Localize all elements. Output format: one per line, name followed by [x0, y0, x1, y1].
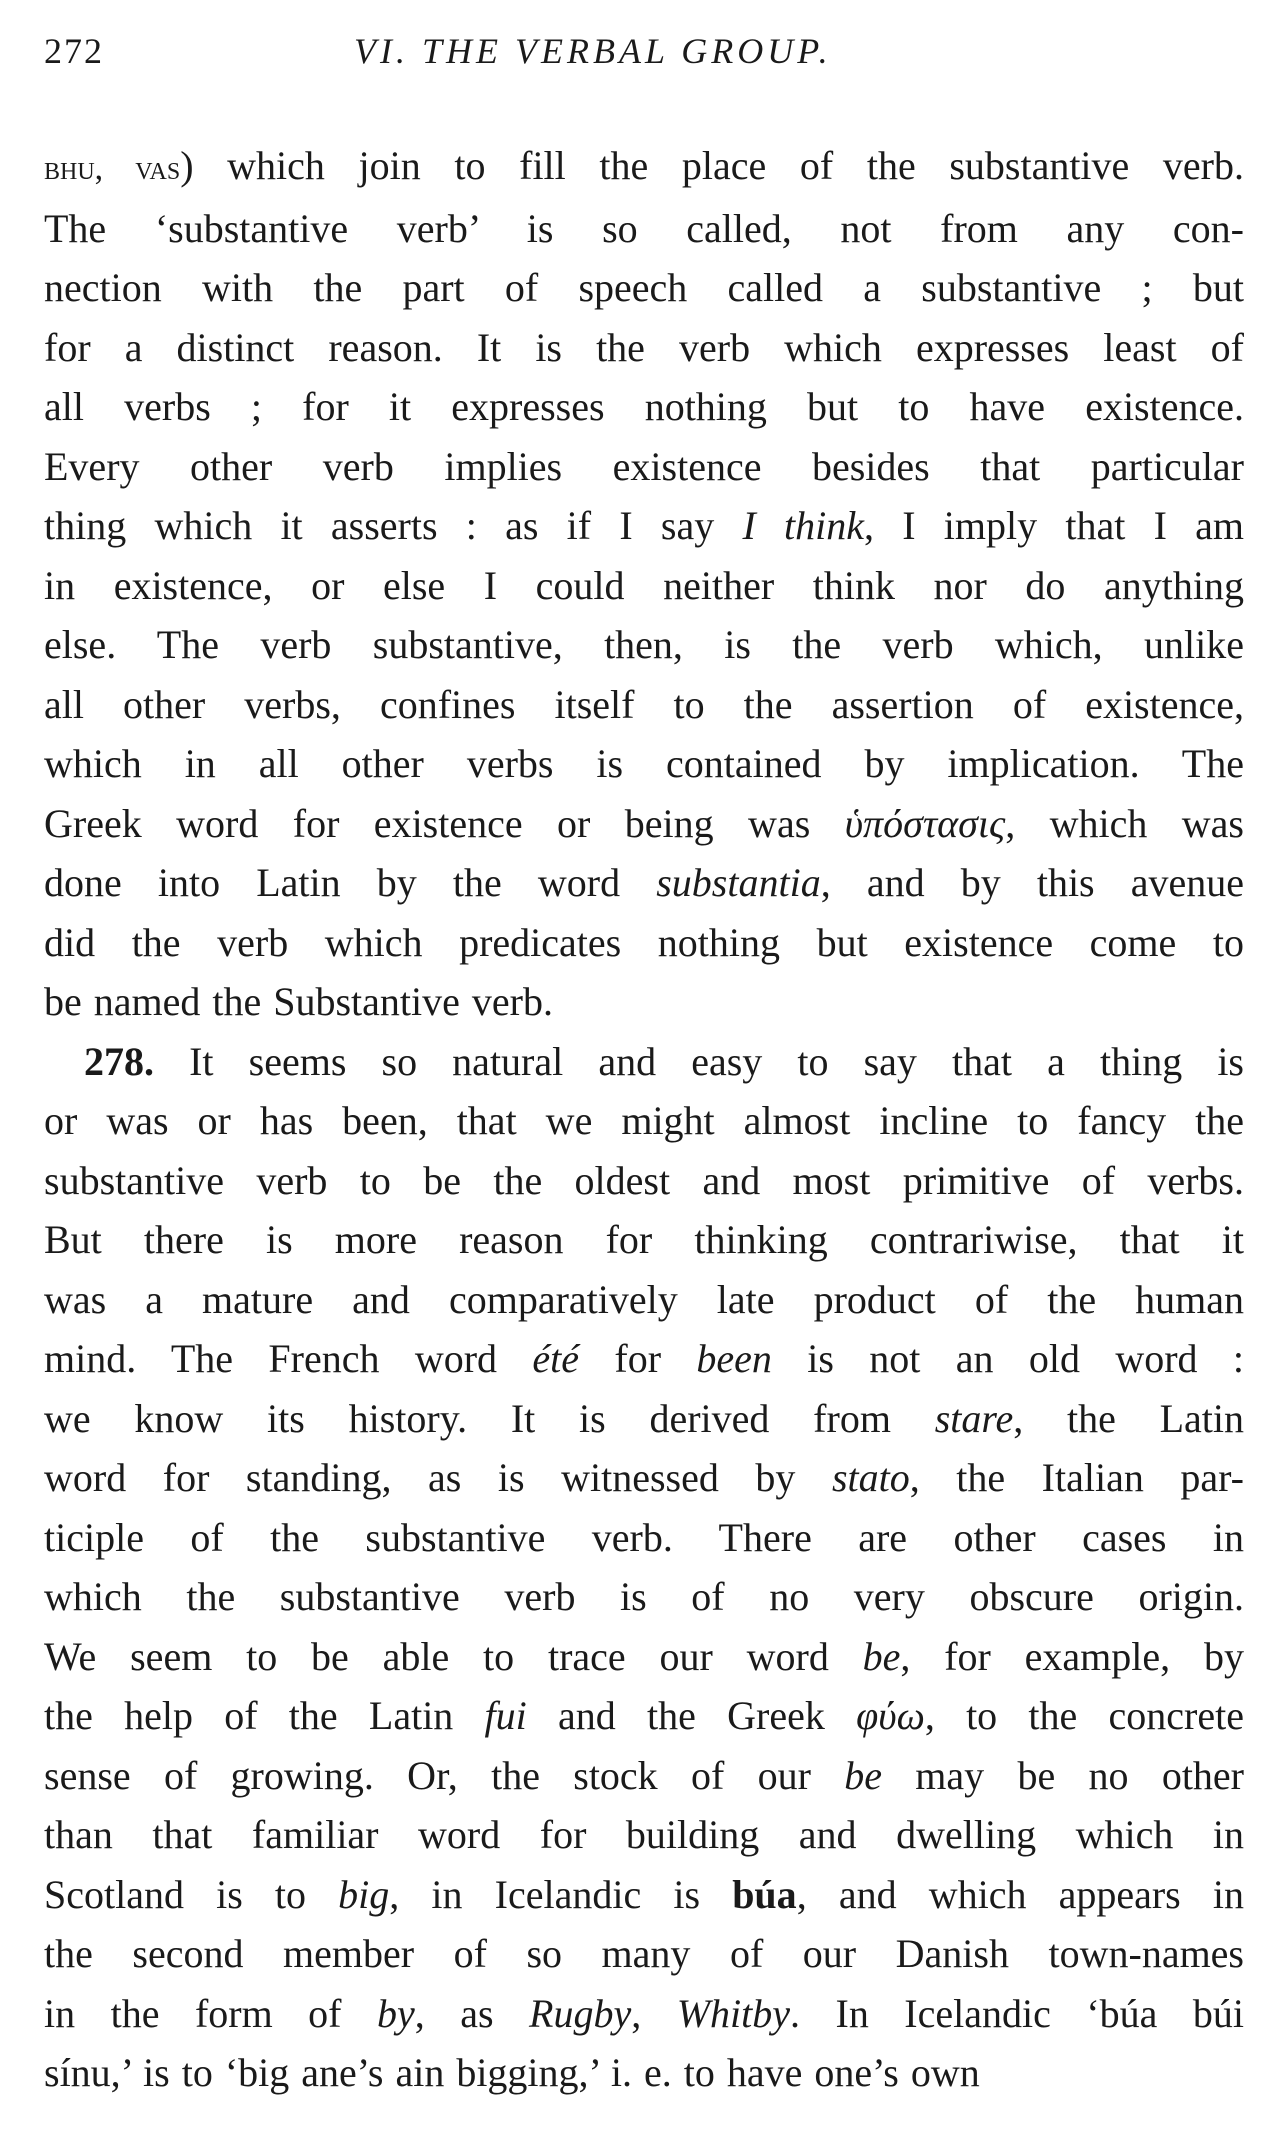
text-line	[44, 1448, 1244, 1508]
text-line	[44, 377, 1244, 437]
text-line	[44, 1805, 1244, 1865]
text-line	[44, 734, 1244, 794]
text-line	[44, 1567, 1244, 1627]
text-line	[44, 1984, 1244, 2044]
text-run: , as	[414, 1990, 530, 2036]
italic-text: be	[862, 1633, 901, 1679]
small-caps-text: bhu, vas	[44, 150, 181, 187]
text-run: may be no other	[882, 1752, 1244, 1798]
text-line	[44, 437, 1244, 497]
text-run: in existence, or else I could neither think nor do anything	[44, 562, 1244, 608]
text-run: which the substantive verb is of no very obscure origin.	[44, 1574, 1244, 1619]
text-line	[44, 1329, 1244, 1389]
text-run: Scotland is to	[44, 1871, 339, 1917]
text-run: else. The verb substantive, then, is the verb which, unlike	[44, 622, 1244, 667]
text-line	[44, 913, 1244, 973]
text-run: the help of the Latin	[44, 1693, 485, 1738]
text-line	[44, 199, 1244, 259]
text-run: in the form of	[44, 1990, 377, 2036]
text-run: the second member of so many of our Danish town-names	[44, 1931, 1244, 1976]
text-run: Every other verb implies existence besides that particular	[44, 443, 1244, 489]
italic-text: I think	[742, 503, 865, 548]
italic-text: stato	[831, 1455, 910, 1500]
text-line	[44, 972, 1244, 1032]
text-run: nection with the part of speech called a substantive ; but	[44, 265, 1244, 310]
paragraph-number: 278.	[84, 1038, 190, 1084]
text-run: ,	[631, 1990, 677, 2036]
text-line	[44, 1627, 1244, 1687]
text-run: , for example, by	[900, 1633, 1244, 1679]
text-line	[44, 1686, 1244, 1746]
italic-text: be	[844, 1752, 882, 1798]
text-line	[44, 496, 1244, 556]
text-run: done into Latin by the word	[44, 860, 657, 905]
text-run: thing which it asserts : as if I say	[44, 503, 743, 548]
text-run: for a distinct reason. It is the verb which expresses least of	[44, 324, 1244, 370]
italic-text: big	[338, 1871, 390, 1917]
text-line	[44, 2043, 1244, 2103]
italic-text: Rugby	[529, 1990, 632, 2036]
running-head: VI. THE VERBAL GROUP.	[354, 31, 832, 71]
text-line	[44, 1924, 1244, 1984]
text-run: sínu,’ is to ‘big ane’s ain bigging,’ i. e. to have one’s own	[44, 2050, 980, 2095]
text-run: all verbs ; for it expresses nothing but to have existence.	[44, 384, 1244, 429]
text-run: , and by this avenue	[820, 860, 1244, 905]
text-line	[44, 615, 1244, 675]
text-line	[44, 258, 1244, 318]
text-run: . In Icelandic ‘búa búi	[790, 1990, 1244, 2036]
italic-text: stare	[934, 1395, 1014, 1441]
text-line	[44, 1508, 1244, 1568]
text-line	[44, 853, 1244, 913]
text-run: But there is more reason for thinking contrariwise, that it	[44, 1217, 1244, 1262]
text-line	[44, 318, 1244, 378]
text-run: word for standing, as is witnessed by	[44, 1455, 832, 1500]
text-line	[44, 794, 1244, 854]
text-line	[44, 1746, 1244, 1806]
book-page	[44, 30, 1244, 2103]
text-line	[44, 1270, 1244, 1330]
text-run: We seem to be able to trace our word	[44, 1633, 863, 1679]
text-line	[44, 556, 1244, 616]
text-line	[44, 675, 1244, 735]
text-run: did the verb which predicates nothing but existence come to	[44, 919, 1244, 965]
text-line	[44, 136, 1244, 199]
text-run: , I imply that I am	[864, 503, 1244, 548]
page-number: 272	[44, 31, 104, 71]
text-run: be named the Substantive verb.	[44, 979, 553, 1024]
text-run: was a mature and comparatively late product of the human	[44, 1276, 1244, 1322]
text-line	[44, 1389, 1244, 1449]
text-run: all other verbs, confines itself to the assertion of existence,	[44, 681, 1244, 727]
italic-text: substantia	[656, 860, 821, 905]
text-line	[44, 1091, 1244, 1151]
text-run: , the Latin	[1013, 1395, 1244, 1441]
text-run: substantive verb to be the oldest and most primitive of verbs.	[44, 1157, 1244, 1203]
text-run: , to the concrete	[924, 1693, 1244, 1738]
text-line	[44, 1865, 1244, 1925]
text-run: , and which appears in	[796, 1871, 1244, 1917]
text-run: ) which join to fill the place of the substantive verb.	[180, 143, 1244, 188]
text-run: , in Icelandic is	[389, 1871, 733, 1917]
italic-text: Whitby	[676, 1990, 791, 2036]
text-run: which in all other verbs is contained by implication. The	[44, 741, 1244, 786]
text-run: sense of growing. Or, the stock of our	[44, 1752, 845, 1798]
bold-text: búa	[732, 1871, 797, 1917]
italic-text: été	[532, 1336, 580, 1381]
text-line	[44, 1032, 1244, 1092]
text-run: Greek word for existence or being was	[44, 800, 845, 846]
italic-text: fui	[484, 1693, 527, 1738]
text-run: for	[579, 1336, 697, 1381]
text-run: , the Italian par-	[909, 1455, 1244, 1500]
text-line	[44, 1151, 1244, 1211]
text-run: It seems so natural and easy to say that a thing is	[189, 1038, 1244, 1084]
text-line	[44, 1210, 1244, 1270]
text-run: mind. The French word	[44, 1336, 533, 1381]
text-run: ticiple of the substantive verb. There are other cases in	[44, 1514, 1244, 1560]
italic-text: ὑπόστασις	[844, 800, 1006, 846]
italic-text: been	[696, 1336, 772, 1381]
paragraph-2	[44, 1032, 1244, 2103]
text-run: and the Greek	[526, 1693, 857, 1738]
text-run: or was or has been, that we might almost incline to fancy the	[44, 1098, 1244, 1143]
text-run: than that familiar word for building and dwelling which in	[44, 1812, 1244, 1857]
page-header	[44, 30, 1244, 90]
paragraph-1	[44, 136, 1244, 1032]
text-run: The ‘substantive verb’ is so called, not from any con-	[44, 205, 1244, 251]
text-run: we know its history. It is derived from	[44, 1395, 935, 1441]
italic-text: by	[376, 1990, 415, 2036]
body-text	[44, 136, 1244, 2103]
text-run: , which was	[1005, 800, 1244, 846]
italic-text: φύω	[856, 1693, 925, 1738]
text-run: is not an old word :	[771, 1336, 1244, 1381]
